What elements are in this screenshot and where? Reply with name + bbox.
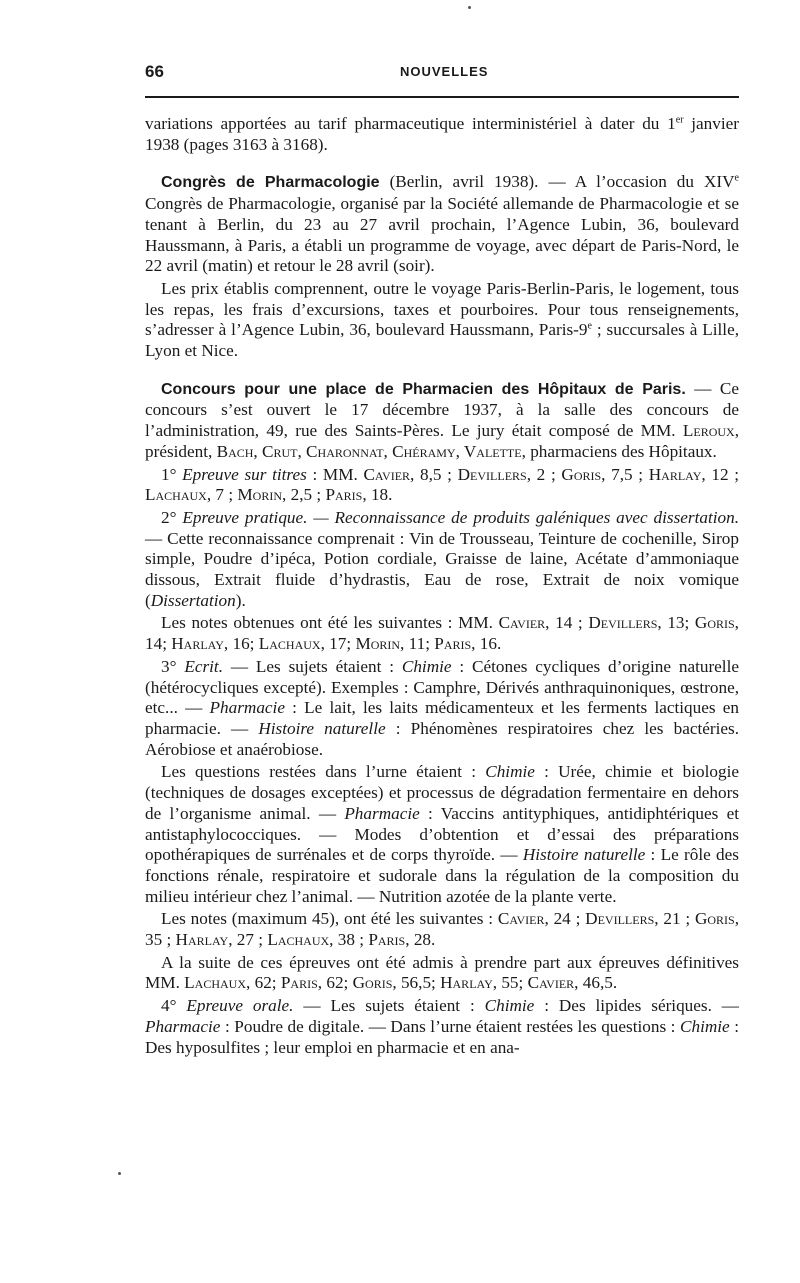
text-run: janvier 1938 (pages 3163 à 3168).	[145, 114, 739, 154]
text-run: , président,	[145, 421, 739, 461]
epreuve-label: Ecrit.	[184, 656, 223, 676]
text-run: 4°	[161, 996, 187, 1016]
italic-term: Pharmacie	[145, 1016, 221, 1036]
epreuve-label: Epreuve sur titres	[182, 464, 307, 484]
paragraph-notes-ecrit	[145, 909, 739, 950]
text-run: A la suite de ces épreuves ont été admis à prendre part aux épreuves définitives MM.	[145, 952, 739, 993]
epreuve-label: Epreuve orale.	[186, 996, 294, 1016]
section-title-congres: Congrès de Pharmacologie	[161, 174, 380, 192]
text-run: : Urée, chimie et biologie (techniques de dosages exceptées) et processus de dégradation fermentaire en dehors de l’organisme animal. —	[145, 762, 739, 823]
text-run: Les questions restées dans l’urne étaient :	[161, 762, 486, 782]
running-head: NOUVELLES	[400, 64, 489, 79]
paragraph-admis	[145, 953, 739, 994]
text-run: : Le rôle des fonctions rénale, respiratoire et sudorale dans la régulation de la composition du milieu intérieur chez l’animal. — Nutrition azotée de la plante verte.	[145, 845, 739, 906]
page-number: 66	[145, 62, 164, 81]
paragraph-epreuve-orale	[145, 996, 739, 1058]
italic-term: Chimie	[484, 996, 535, 1016]
italic-term: Dissertation	[150, 590, 236, 610]
epreuve-label: Epreuve pratique. — Reconnaissance de produits galéniques avec dissertation.	[182, 507, 740, 527]
text-run: , pharmaciens des Hôpitaux.	[521, 441, 717, 461]
results-ecrit: Cavier, 24 ; Devillers, 21 ; Goris, 35 ; Harlay, 27 ; Lachaux, 38 ; Paris, 28.	[145, 909, 739, 950]
text-run: — Cette reconnaissance comprenait : Vin de Trousseau, Teinture de cochenille, Sirop simple, Poudre d’ipéca, Potion cordiale, Graisse de laine, Acétate d’ammoniaque dissous, Extrait fluide d’hydrastis, Eau de rose, Extrait de noix vomique (	[145, 528, 739, 610]
italic-term: Histoire naturelle	[522, 845, 646, 865]
text-run: — Ce concours s’est ouvert le 17 décembre 1937, à la salle des concours de l’administration, 49, rue des Saints-Pères. Le jury était composé de MM.	[145, 378, 739, 441]
text-run: : MM.	[306, 464, 364, 484]
text-run: 3°	[161, 656, 185, 676]
text-run: Congrès de Pharmacologie, organisé par la Société allemande de Pharmacologie et se tenant à Berlin, du 23 au 27 avril prochain, l’Agence Lubin, 36, boulevard Haussmann, à Paris, a établi un programme de voyage, avec départ de Paris-Nord, le 22 avril (matin) et retour le 28 avril (soir).	[145, 194, 739, 276]
paragraph-notes-pratique	[145, 613, 739, 654]
text-run: ).	[235, 590, 246, 610]
text-run: : Le lait, les laits médicamenteux et les ferments lactiques en pharmacie. —	[145, 698, 739, 738]
paragraph-congres	[145, 172, 739, 277]
superscript: e	[734, 172, 739, 184]
italic-term: Histoire naturelle	[258, 718, 386, 738]
paragraph-epreuve-pratique	[145, 508, 739, 612]
text-run: Les notes (maximum 45), ont été les suivantes :	[161, 909, 498, 929]
paragraph-prix	[145, 279, 739, 362]
text-run: : Vaccins antityphiques, antidiphtériques et antistaphylococciques. — Modes d’obtention et d’essai des préparations opothérapiques de surrénales et de corps thyroïde. —	[145, 803, 739, 865]
text-run: : Des hyposulfites ; leur emploi en pharmacie et en ana-	[145, 1016, 739, 1057]
text-run: (Berlin, avril 1938). — A l’occasion du XIV	[379, 172, 735, 192]
text-run: variations apportées au tarif pharmaceutique interministériel à dater du 1	[145, 114, 676, 133]
italic-term: Pharmacie	[344, 803, 420, 823]
print-speck	[468, 6, 471, 9]
paragraph-tarif	[145, 114, 739, 155]
results-pratique: Cavier, 14 ; Devillers, 13; Goris, 14; Harlay, 16; Lachaux, 17; Morin, 11; Paris, 16.	[145, 613, 739, 654]
body-text	[145, 114, 739, 1058]
text-run: — Les sujets étaient :	[223, 656, 402, 676]
italic-term: Chimie	[485, 762, 535, 782]
italic-term: Chimie	[401, 656, 452, 676]
paragraph-urne	[145, 762, 739, 907]
text-run: : Poudre de digitale. — Dans l’urne étaient restées les questions :	[220, 1016, 681, 1036]
paragraph-concours	[145, 379, 739, 463]
text-run: Les prix établis comprennent, outre le voyage Paris-Berlin-Paris, le logement, tous les repas, les frais d’excursions, taxes et pourboires. Pour tous renseignements, s’adresser à l’Agence Lubin, 36, boulevard Haussmann, Paris-9	[145, 278, 739, 340]
superscript: e	[587, 320, 592, 332]
italic-term: Pharmacie	[209, 698, 285, 718]
paragraph-ecrit	[145, 657, 739, 761]
text-run: : Phénomènes respiratoires chez les bactéries. Aérobiose et anaérobiose.	[145, 718, 739, 759]
name-president: Leroux	[682, 421, 735, 441]
italic-term: Chimie	[680, 1016, 730, 1036]
text-run: 1°	[161, 464, 183, 484]
text-run: — Les sujets étaient :	[293, 996, 485, 1016]
paragraph-epreuve-titres	[145, 465, 739, 506]
header-rule	[145, 96, 739, 98]
page-header	[145, 62, 739, 90]
text-run: : Cétones cycliques d’origine naturelle (hétérocycliques excepté). Exemples : Camphre, Dérivés anthraquinoniques, œstrone, etc... —	[145, 656, 739, 718]
superscript: er	[675, 114, 684, 126]
text-run: : Des lipides sériques. —	[534, 996, 739, 1016]
section-title-concours: Concours pour une place de Pharmacien des Hôpitaux de Paris.	[161, 380, 686, 398]
results-admis: Lachaux, 62; Paris, 62; Goris, 56,5; Harlay, 55; Cavier, 46,5.	[184, 973, 618, 993]
names-jury: Bach, Crut, Charonnat, Chéramy, Valette	[216, 441, 522, 461]
text-run: ; succursales à Lille, Lyon et Nice.	[145, 320, 740, 361]
text-run: Les notes obtenues ont été les suivantes : MM.	[161, 613, 499, 633]
print-speck	[118, 1172, 121, 1175]
results-titres: Cavier, 8,5 ; Devillers, 2 ; Goris, 7,5 ; Harlay, 12 ; Lachaux, 7 ; Morin, 2,5 ; Paris, 18.	[145, 464, 739, 505]
text-run: 2°	[161, 507, 183, 527]
